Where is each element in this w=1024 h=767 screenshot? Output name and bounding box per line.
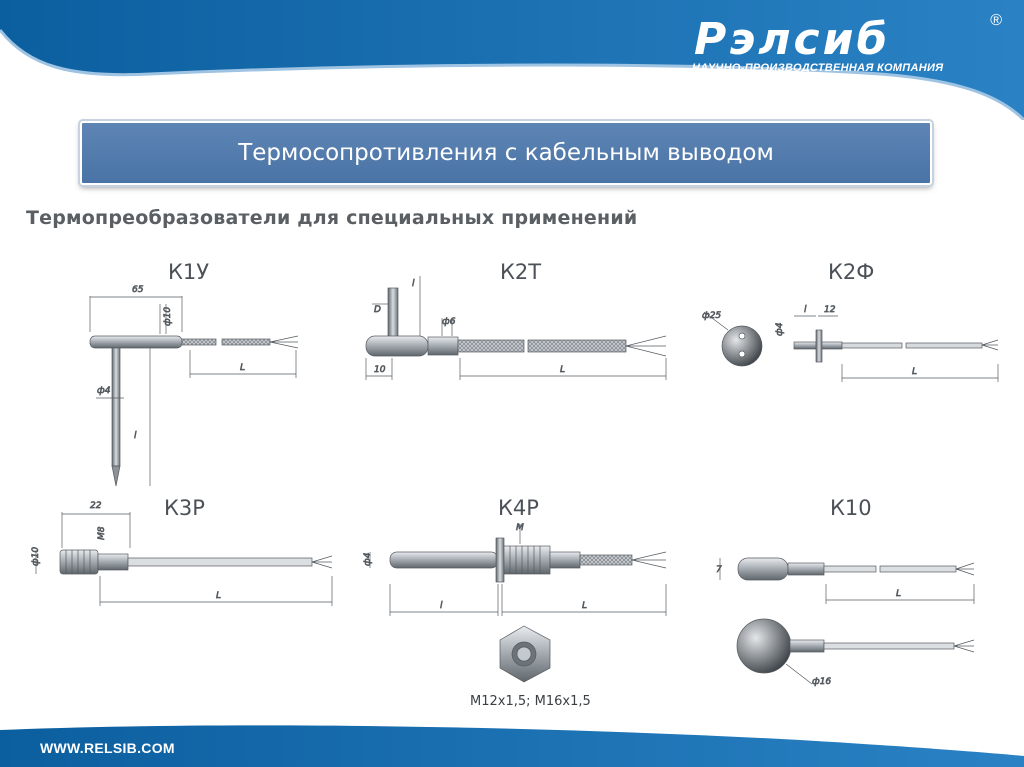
svg-text:ф10: ф10 — [163, 306, 173, 326]
svg-text:L: L — [582, 601, 588, 611]
svg-text:10: 10 — [374, 365, 386, 375]
footer-website-link[interactable]: WWW.RELSIB.COM — [40, 740, 175, 756]
svg-text:М8: М8 — [97, 526, 107, 540]
sensor-k1u-drawing — [90, 296, 298, 486]
registered-mark: ® — [990, 12, 1002, 29]
svg-text:L: L — [912, 367, 918, 377]
svg-text:22: 22 — [90, 501, 102, 511]
logo-wordmark: Рэлсиб — [694, 14, 891, 65]
svg-text:ф6: ф6 — [442, 317, 456, 327]
logo-tagline: НАУЧНО-ПРОИЗВОДСТВЕННАЯ КОМПАНИЯ — [692, 62, 944, 74]
sensor-k2f-drawing — [704, 312, 998, 382]
sensor-label-k2f: К2Ф — [828, 260, 875, 284]
svg-text:ф4: ф4 — [363, 552, 373, 566]
sensor-k10-drawing — [720, 558, 974, 684]
svg-text:L: L — [896, 589, 902, 599]
sensor-label-k10: К10 — [830, 496, 872, 520]
slide-subtitle: Термопреобразователи для специальных применений — [26, 207, 638, 229]
svg-text:ф4: ф4 — [97, 386, 111, 396]
svg-text:7: 7 — [716, 565, 722, 575]
svg-text:М: М — [516, 523, 524, 533]
svg-text:l: l — [440, 601, 443, 611]
sensor-label-k2t: К2Т — [500, 260, 542, 284]
svg-text:12: 12 — [824, 305, 836, 315]
sensor-k2t-drawing — [366, 276, 666, 380]
sensor-label-k1u: К1У — [168, 260, 210, 284]
svg-text:ф10: ф10 — [31, 546, 41, 566]
svg-text:l: l — [412, 279, 415, 289]
sensor-label-k4r: К4Р — [498, 496, 539, 520]
sensor-label-k3r: К3Р — [164, 496, 205, 520]
svg-text:L: L — [216, 591, 222, 601]
sensor-k3r-drawing — [36, 512, 332, 606]
svg-text:l: l — [804, 305, 807, 315]
svg-text:D: D — [374, 305, 381, 315]
svg-text:L: L — [240, 363, 246, 373]
svg-text:ф25: ф25 — [702, 311, 722, 321]
nut-thread-label: М12х1,5; М16х1,5 — [470, 694, 591, 709]
svg-text:L: L — [560, 365, 566, 375]
slide-title: Термосопротивления с кабельным выводом — [238, 140, 774, 166]
svg-text:l: l — [134, 431, 137, 441]
sensor-k4r-drawing — [370, 524, 666, 682]
svg-text:65: 65 — [132, 285, 144, 295]
svg-text:ф4: ф4 — [775, 322, 785, 336]
svg-text:ф16: ф16 — [812, 677, 832, 687]
